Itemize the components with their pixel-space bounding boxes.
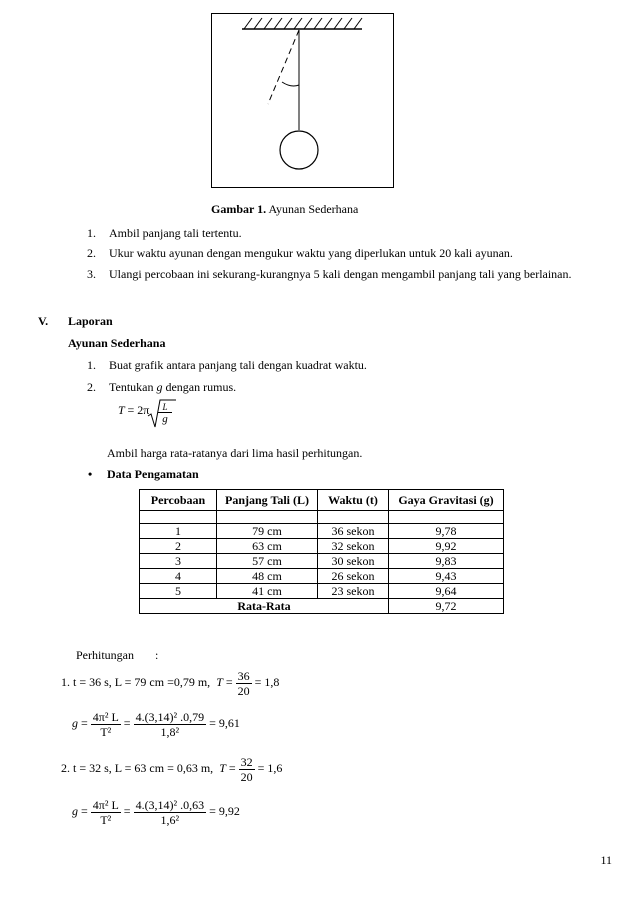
observation-table: [139, 489, 504, 614]
average-note: Ambil harga rata-ratanya dari lima hasil perhitungan.: [107, 446, 363, 460]
cell: 32 sekon: [318, 539, 389, 554]
step-3: [87, 267, 572, 282]
frac-den: 20: [237, 683, 250, 698]
sqrt-den: g: [162, 413, 168, 425]
data-title: Data Pengamatan: [107, 467, 199, 481]
average-label: Rata-Rata: [140, 599, 389, 614]
table-row: [140, 554, 504, 569]
cell: 1: [140, 524, 217, 539]
cell: 9,43: [389, 569, 504, 584]
cell: 9,78: [389, 524, 504, 539]
cell: 9,83: [389, 554, 504, 569]
pendulum-figure: [211, 13, 394, 188]
calc-2-g-frac1: [91, 798, 121, 827]
frac-num: 4π² L: [92, 797, 119, 812]
col-header: Percobaan: [140, 490, 217, 511]
item-text-pre: Tentukan: [109, 380, 157, 394]
item-number: 1.: [87, 358, 96, 372]
calc-2-line: 2. t = 32 s, L = 63 cm = 0,63 m,: [61, 761, 214, 775]
calc-1-T-fraction: [236, 669, 252, 698]
cell: 63 cm: [217, 539, 318, 554]
calc-2-gravity: g = $\frac{\text{4π² L}}{\text{T²}}$ = $\frac{\text{4.(3,14)² .0,63}}{\text{1,6²}}$ = 9,92: [72, 797, 240, 827]
cell: 9,64: [389, 584, 504, 599]
step-2: [87, 246, 513, 261]
cell: 2: [140, 539, 217, 554]
calc-colon: :: [155, 648, 159, 662]
section-title: Laporan: [68, 314, 113, 328]
frac-num: 4π² L: [92, 709, 119, 724]
item-text: Buat grafik antara panjang tali dengan kuadrat waktu.: [109, 358, 367, 372]
item-text-var: g: [156, 380, 163, 394]
period-formula: [118, 403, 149, 418]
calc-1-T-result: = 1,8: [254, 675, 280, 689]
calc-2-T-fraction: [239, 755, 255, 784]
table-row: [140, 524, 504, 539]
step-text: Ukur waktu ayunan dengan mengukur waktu yang diperlukan untuk 20 kali ayunan.: [109, 246, 513, 260]
formula-eq: = 2π: [127, 403, 150, 417]
formula-lhs: T: [118, 403, 125, 417]
col-header: Gaya Gravitasi (g): [389, 490, 504, 511]
calc-1-line: 1. t = 36 s, L = 79 cm =0,79 m,: [61, 675, 211, 689]
calc-2-g-frac2: [134, 798, 207, 827]
table-spacer-row: [140, 511, 504, 524]
section-number: V.: [38, 314, 49, 328]
frac-num: 32: [240, 754, 253, 769]
cell: 57 cm: [217, 554, 318, 569]
report-item-2: [87, 380, 236, 395]
col-header: Waktu (t): [318, 490, 389, 511]
frac-den: 1,8²: [160, 724, 180, 739]
item-text-post: dengan rumus.: [162, 380, 237, 394]
calc-title: Perhitungan: [76, 648, 134, 662]
frac-num: 4.(3,14)² .0,63: [135, 797, 205, 812]
calc-2-T-result: = 1,6: [257, 761, 283, 775]
table-row: [140, 539, 504, 554]
bullet: •: [88, 467, 93, 481]
section-subtitle: Ayunan Sederhana: [68, 336, 166, 350]
angle-arc: [282, 82, 299, 86]
calc-1-g-frac2: [134, 710, 207, 739]
frac-num: 4.(3,14)² .0,79: [135, 709, 205, 724]
displaced-string: [268, 30, 299, 104]
cell: 9,92: [389, 539, 504, 554]
frac-num: 36: [237, 668, 250, 683]
average-value: 9,72: [389, 599, 504, 614]
calc-1-gravity: g = $\frac{\text{4π² L}}{\text{T²}}$ = $\frac{\text{4.(3,14)² .0,79}}{\text{1,8²}}$ = 9,61: [72, 709, 240, 739]
step-text: Ambil panjang tali tertentu.: [109, 226, 242, 240]
figure-caption: [211, 202, 358, 217]
frac-den: T²: [100, 724, 112, 739]
step-number: 1.: [87, 226, 96, 240]
frac-den: 20: [240, 769, 253, 784]
calc-2-period: 2. t = 32 s, L = 63 cm = 0,63 m, T = $\frac{32}{20}$ = 1,6: [61, 754, 283, 784]
table-footer-row: [140, 599, 504, 614]
cell: 79 cm: [217, 524, 318, 539]
item-number: 2.: [87, 380, 96, 394]
frac-den: 1,6²: [160, 812, 180, 827]
calc-2-g-result: = 9,92: [209, 804, 240, 818]
step-text: Ulangi percobaan ini sekurang-kurangnya 5 kali dengan mengambil panjang tali yang berlainan.: [109, 267, 572, 281]
sqrt-fraction: [158, 403, 172, 426]
cell: 3: [140, 554, 217, 569]
report-item-1: [87, 358, 367, 373]
cell: 30 sekon: [318, 554, 389, 569]
bob: [280, 131, 318, 169]
sqrt-num: L: [158, 403, 172, 413]
caption-label: Gambar 1.: [211, 202, 267, 216]
step-1: [87, 226, 242, 241]
col-header: Panjang Tali (L): [217, 490, 318, 511]
step-number: 3.: [87, 267, 96, 281]
page-number: 11: [600, 853, 612, 867]
table-row: [140, 584, 504, 599]
calc-1-g-result: = 9,61: [209, 716, 240, 730]
caption-text: Ayunan Sederhana: [266, 202, 359, 216]
cell: 4: [140, 569, 217, 584]
step-number: 2.: [87, 246, 96, 260]
frac-den: T²: [100, 812, 112, 827]
table-row: [140, 569, 504, 584]
cell: 5: [140, 584, 217, 599]
cell: 23 sekon: [318, 584, 389, 599]
pendulum-diagram: [212, 14, 393, 187]
cell: 48 cm: [217, 569, 318, 584]
cell: 41 cm: [217, 584, 318, 599]
cell: 36 sekon: [318, 524, 389, 539]
table-header-row: [140, 490, 504, 511]
calc-1-period: 1. t = 36 s, L = 79 cm =0,79 m, T = $\frac{36}{20}$ = 1,8: [61, 668, 280, 698]
cell: 26 sekon: [318, 569, 389, 584]
calc-1-g-frac1: [91, 710, 121, 739]
